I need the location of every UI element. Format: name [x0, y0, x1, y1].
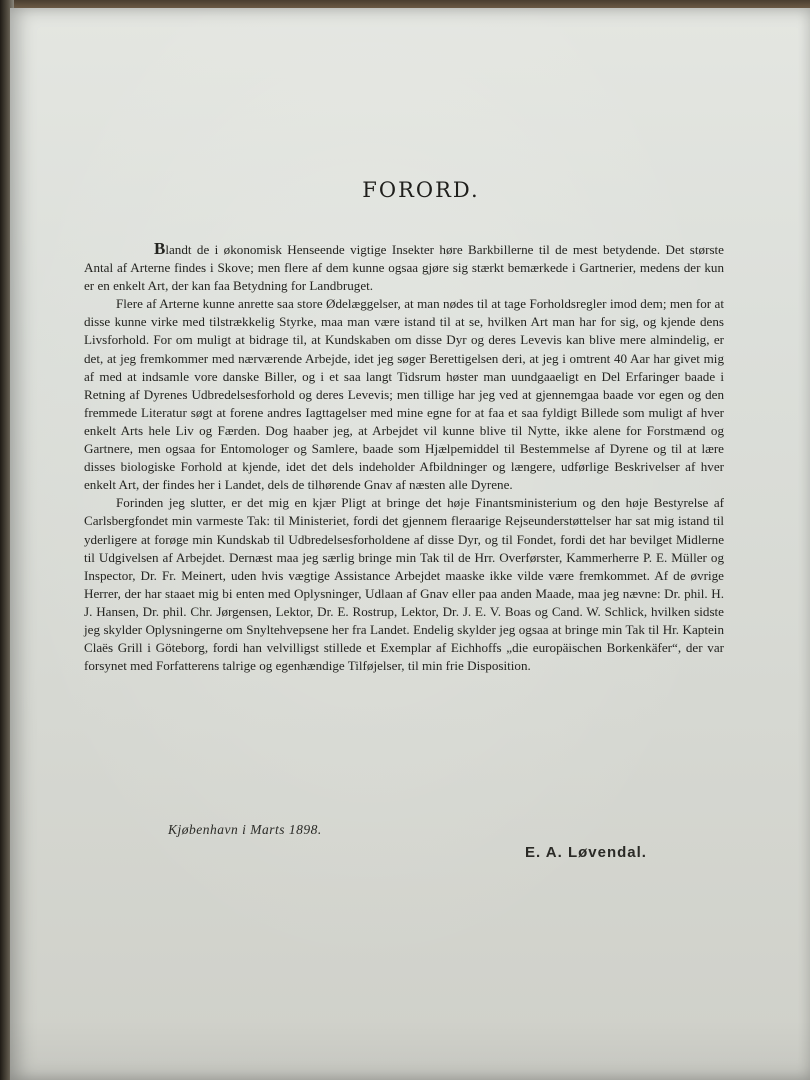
book-page — [10, 8, 810, 1080]
preface-body — [84, 240, 724, 675]
place-and-date: Kjøbenhavn i Marts 1898. — [168, 822, 322, 837]
paragraph-1 — [84, 240, 724, 295]
paragraph-1-text: landt de i økonomisk Henseende vigtige Insekter høre Barkbillerne til de mest betydende. Det største Antal af Arterne findes i Skove; men flere af dem kunne ogsaa gjøre sig stærkt bemærkede i Gartnerier, medens der kun er en enkelt Art, der kan faa Betydning for Landbruget. — [84, 242, 724, 294]
drop-cap: B — [154, 239, 166, 258]
page-shadow — [10, 1020, 810, 1080]
paragraph-3: Forinden jeg slutter, er det mig en kjær Pligt at bringe det høje Finantsministerium og den høje Bestyrelse af Carlsbergfondet min varmeste Tak: til Ministeriet, fordi det gjennem fleraarige Rejseunderstøttelser har sat mig istand til yderligere at forøge min Kundskab til Udbredelsesforholdene af disse Dyr, og til Fondet, fordi det har bevilget Midlerne til Udgivelsen af Arbejdet. Dernæst maa jeg særlig bringe min Tak til de Hrr. Overførster, Kammerherre P. E. Müller og Inspector, Dr. Fr. Meinert, uden hvis vægtige Assistance Arbejdet maaske ikke vilde være fremkommet. Af de øvrige Herrer, der har staaet mig bi enten med Oplysninger, Udlaan af Gnav eller paa anden Maade, maa jeg nævne: Dr. phil. H. J. Hansen, Dr. phil. Chr. Jørgensen, Lektor, Dr. E. Rostrup, Lektor, Dr. J. E. V. Boas og Cand. W. Schlick, hvilken sidste jeg skylder Oplysningerne om Snyltehvepsene her fra Landet. Endelig skylder jeg ogsaa at bringe min Tak til Hr. Kaptein Claës Grill i Göteborg, fordi han velvilligst stillede et Exemplar af Eichhoffs „die europäischen Borkenkäfer“, der var forsynet med Forfatterens talrige og egenhændige Tilføjelser, til min frie Disposition. — [84, 495, 724, 674]
page-title: FORORD. — [362, 178, 480, 202]
author-signature: E. A. Løvendal. — [525, 844, 647, 861]
paragraph-2: Flere af Arterne kunne anrette saa store Ødelæggelser, at man nødes til at tage Forholdsregler imod dem; men for at disse kunne virke med tilstrækkelig Styrke, maa man være istand til at se, hvilken Art man har for sig, og kjende dens Livsforhold. For om muligt at bidrage til, at Kundskaben om disse Dyr og deres Levevis kan blive mere almindelig, er det, at jeg fremkommer med nærværende Arbejde, idet jeg søger Berettigelsen deri, at jeg i omtrent 40 Aar har givet mig af med at indsamle vore danske Biller, og i et saa langt Tidsrum høster man uundgaaeligt en Del Erfaringer baade i Retning af Dyrenes Udbredelsesforhold og deres Levevis; men tillige har jeg ved at gjennemgaa baade vor egen og den fremmede Literatur søgt at forene andres Iagttagelser med mine egne for at faa et saa fyldigt Billede som muligt af hver enkelt Arts hele Liv og Færden. Dog haaber jeg, at Arbejdet vil kunne blive til Nytte, ikke alene for Forstmænd og Gartnere, men ogsaa for Entomologer og Samlere, baade som Hjælpemiddel til Bestemmelse af Dyrene og til at lære disses biologiske Forhold at kjende, idet det dels indeholder Afbildninger og længere, udførlige Beskrivelser af hver enkelt Art, der findes her i Landet, dels de tilhørende Gnav af næsten alle Dyrene. — [84, 296, 724, 493]
